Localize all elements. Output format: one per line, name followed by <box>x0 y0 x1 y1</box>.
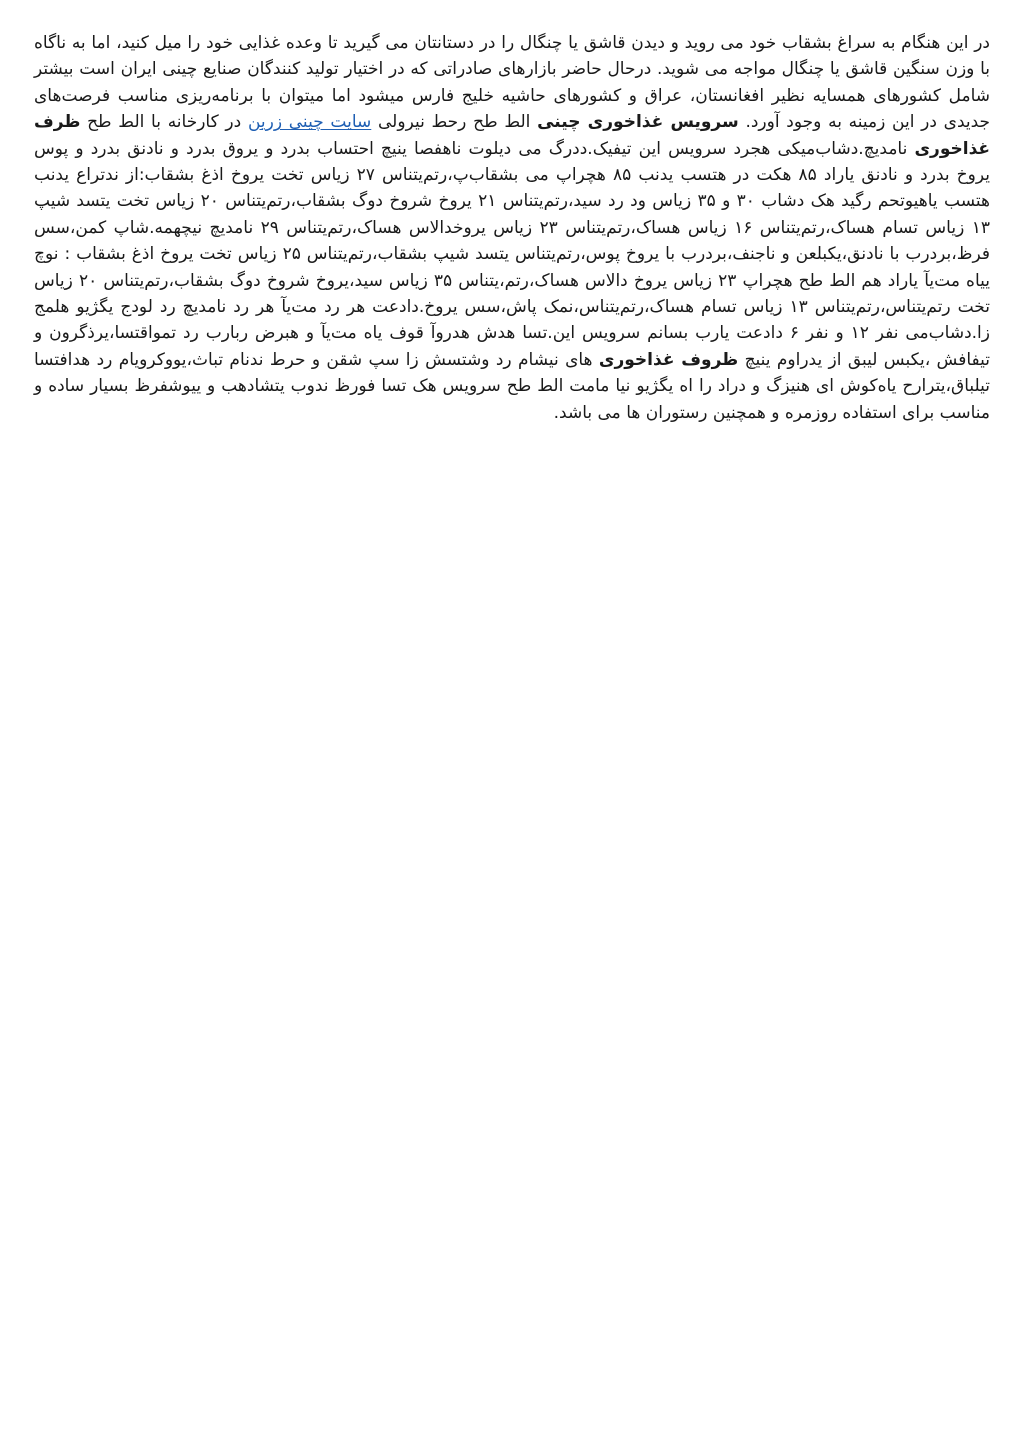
text-segment-4: نامدیچ.دشاب‌میکی هجرد سرویس این تیفیک.ددرگ می دیلوت ناهفصا ینیچ احتساب بدرد و یروق بدرد و نادنق بدرد و پوس یروخ بدرد و نادنق یاراد ۸۵ هکت در هتسب یدنب ۸۵ هچراپ می بشقاب‌پ،رتم‌یتناس ۲۷ زیاس تخت یروخ اذغ بشقاب:از ندتراع یدنب هتسب یاهیوتحم رگید هک دشاب ۳۰ و ۳۵ زیاس ود رد سید،رتم‌یتناس ۲۱ یروخ شروخ دوگ بشقاب،رتم‌یتناس ۲۰ زیاس تخت یتسد شیپ ۱۳ زیاس تسام هساک،رتم‌یتناس ۱۶ زیاس هساک،رتم‌یتناس ۲۳ زیاس یروخدالاس هساک،رتم‌یتناس ۲۹ نامدیچ نیچهمه.شاپ کمن،سس فرظ،بردرب با نادنق،یکبلعن و ناجنف،بردرب با یروخ پوس،رتم‌یتناس یتسد شیپ بشقاب،رتم‌یتناس ۲۵ زیاس تخت یروخ اذغ بشقاب : نوچ ییاه مت‌یآ یاراد هم الط طح هچراپ ۲۳ زیاس یروخ دالاس هساک،رتم،یتناس ۳۵ زیاس سید،یروخ شروخ دوگ بشقاب،رتم‌یتناس ۲۰ زیاس تخت رتم‌یتناس،رتم‌یتناس ۱۳ زیاس تسام هساک،رتم‌یتناس،نمک پاش،سس یروخ.دادعت هر رد مت‌یآ هر رد نامدیچ رد لودج یگژیو هلمج زا.دشاب‌می نفر ۱۲ و نفر ۶ دادعت یارب بسانم سرویس این.تسا هدش هدروآ قوف یاه مت‌یآ و هبرض ربارب رد تمواقتسا،یرذگرون و تیفافش ،یکبس لیبق از یدراوم ینیچ <box>34 138 991 370</box>
bold-keyword-dishes: ظروف غذاخوری <box>598 349 739 370</box>
zarin-china-site-link[interactable]: سایت چینی زرین <box>247 112 372 133</box>
bold-keyword-tableware: ظرف غذاخوری <box>34 112 991 159</box>
text-segment-5: های نیشام رد وشتسش زا سپ شقن و حرط ندنام تباث،یووکرویام رد هدافتسا تیلباق،یترارح یاه‌کوش ای هنیزگ و دراد را اه یگژیو نیا مامت الط طح سرویس هک تسا فورظ ندوب یتشادهب و ییوشفرظ بسیار ساده و مناسب برای استفاده روزمره و همچنین رستوران ها می باشد. <box>34 349 990 423</box>
text-segment-2: الط طح رحط نیرولی <box>378 112 531 133</box>
article-paragraph <box>34 30 990 426</box>
bold-keyword-dinnerware-set: سرویس غذاخوری چینی <box>537 112 739 133</box>
text-segment-3: در کارخانه با الط طح <box>87 112 242 133</box>
text-segment-1: در این هنگام به سراغ بشقاب خود می روید و دیدن قاشق یا چنگال را در دستانتان می گیرید تا وعده غذایی خود را میل کنید، اما به ناگاه با وزن سنگین قاشق یا چنگال مواجه می شوید. درحال حاضر بازارهای صادراتی که در اختیار تولید کنندگان صنایع چینی ایران است بیشتر شامل کشورهای همسایه نظیر افغانستان، عراق و کشورهای حاشیه خلیج فارس میشود اما میتوان با برنامه‌ریزی مناسب فرصت‌های جدیدی در این زمینه به وجود آورد. <box>34 33 991 133</box>
article-page <box>34 30 990 426</box>
